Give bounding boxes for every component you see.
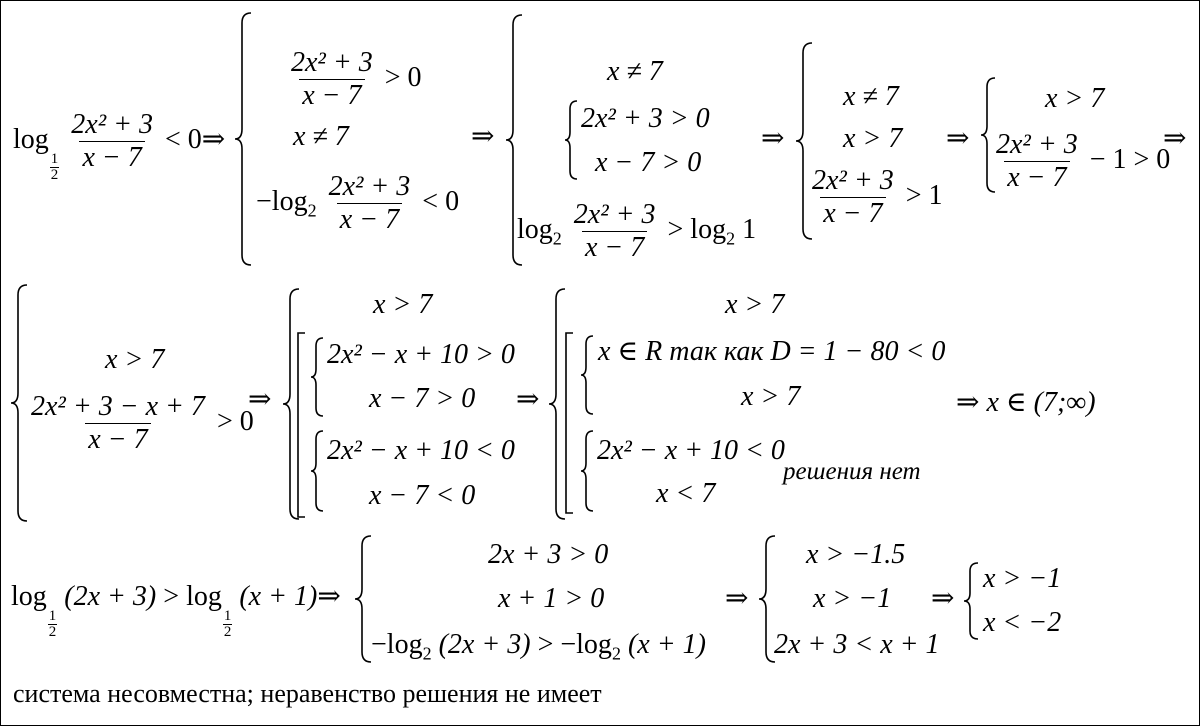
brace-case-a: [309, 336, 325, 418]
implies-arrow: ⇒: [761, 123, 785, 154]
case-c-x-in-R: x ∈ R так как D = 1 − 80 < 0: [598, 336, 946, 367]
row2-combined-fraction: $\frac{\text{2x² + 3 − x + 7}}{x - 7}$ > 0: [31, 391, 254, 455]
implies-arrow: ⇒: [516, 384, 540, 415]
sys3-x-neq-7: x ≠ 7: [843, 81, 899, 112]
brace-case-b: [309, 429, 325, 513]
no-solutions-note: решения нет: [783, 458, 921, 485]
row3-final-x-gt-minus-1: x > −1: [983, 563, 1062, 594]
final-answer: ⇒ x ∈ (7;∞): [956, 387, 1096, 418]
case-a-quad-positive: 2x² − x + 10 > 0: [327, 339, 515, 370]
row3-x-gt-minus-1-5: x > −1.5: [806, 539, 906, 570]
conclusion-text: система несовместна; неравенство решения не имеет: [13, 679, 602, 708]
implies-arrow: ⇒: [248, 384, 272, 415]
row2-x-gt-7: x > 7: [105, 344, 165, 375]
sys4-fraction-minus1: $\frac{\text{2x² + 3}}{x - 7}$ − 1 > 0: [996, 129, 1171, 193]
brace-row3-sys1: [353, 534, 373, 664]
row3-lin-x-plus1-positive: x + 1 > 0: [498, 583, 605, 614]
case-b-quad-negative: 2x² − x + 10 < 0: [327, 435, 515, 466]
sys3-fraction-gt-1: $\frac{\text{2x² + 3}}{x - 7}$ > 1: [812, 165, 943, 229]
row2-sys2-x-gt-7: x > 7: [373, 289, 433, 320]
row3-log-half-comparison: log $\frac{1}{2}$ (2x + 3) > log $\frac{1}{2}$ (x + 1)⇒: [11, 581, 341, 640]
case-d-quad-negative: 2x² − x + 10 < 0: [597, 435, 785, 466]
row1-log-half-inequality: log $\frac{1}{2}$ $\frac{\text{2x² + 3}}{x - 7}$ < 0⇒: [13, 109, 226, 183]
case-b-x-minus7-negative: x − 7 < 0: [369, 480, 476, 511]
sys2-x-minus7-positive: x − 7 > 0: [595, 147, 702, 178]
row3-minus-log2-comparison: $-\log_2$ $(2x + 3) > -\log_2$ (x + 1): [371, 629, 706, 664]
implies-arrow: ⇒: [931, 583, 955, 614]
implies-arrow: ⇒: [725, 583, 749, 614]
sys1-minus-log2: $-\log_2$ $\frac{\text{2x² + 3}}{x - 7}$ < 0: [256, 171, 460, 235]
implies-arrow: ⇒: [1163, 123, 1187, 154]
implies-arrow: ⇒: [471, 121, 495, 152]
case-d-x-lt-7: x < 7: [656, 478, 716, 509]
case-c-x-gt-7: x > 7: [741, 381, 801, 412]
brace-row1-sys1: [233, 11, 253, 267]
sys2-log2-comparison: $\log_2$ $\frac{\text{2x² + 3}}{x - 7}$ > $\log_2 1$: [517, 199, 757, 263]
sys2-quad-positive: 2x² + 3 > 0: [581, 103, 710, 134]
brace-row3-sys3: [962, 561, 980, 641]
square-bracket-collection: [563, 331, 575, 515]
row3-lin-2x-plus3-positive: 2x + 3 > 0: [488, 539, 609, 570]
implies-arrow: ⇒: [946, 123, 970, 154]
sys2-x-neq-7: x ≠ 7: [607, 56, 663, 87]
row3-x-gt-minus-1: x > −1: [813, 583, 892, 614]
sys1-x-neq-7: x ≠ 7: [293, 121, 349, 152]
brace-case-d: [579, 429, 595, 513]
sys4-x-gt-7: x > 7: [1045, 83, 1105, 114]
brace-sys2-inner: [563, 99, 579, 181]
sys1-fraction-positive: $\frac{\text{2x² + 3}}{x - 7}$ > 0: [291, 47, 422, 111]
square-bracket-collection: [295, 331, 307, 519]
sys3-x-gt-7: x > 7: [843, 123, 903, 154]
row2-sys3-x-gt-7: x > 7: [725, 289, 785, 320]
row3-final-x-lt-minus-2: x < −2: [983, 607, 1062, 638]
brace-case-c: [579, 334, 595, 416]
case-a-x-minus7-positive: x − 7 > 0: [369, 383, 476, 414]
row3-lin-compare: 2x + 3 < x + 1: [774, 629, 940, 660]
